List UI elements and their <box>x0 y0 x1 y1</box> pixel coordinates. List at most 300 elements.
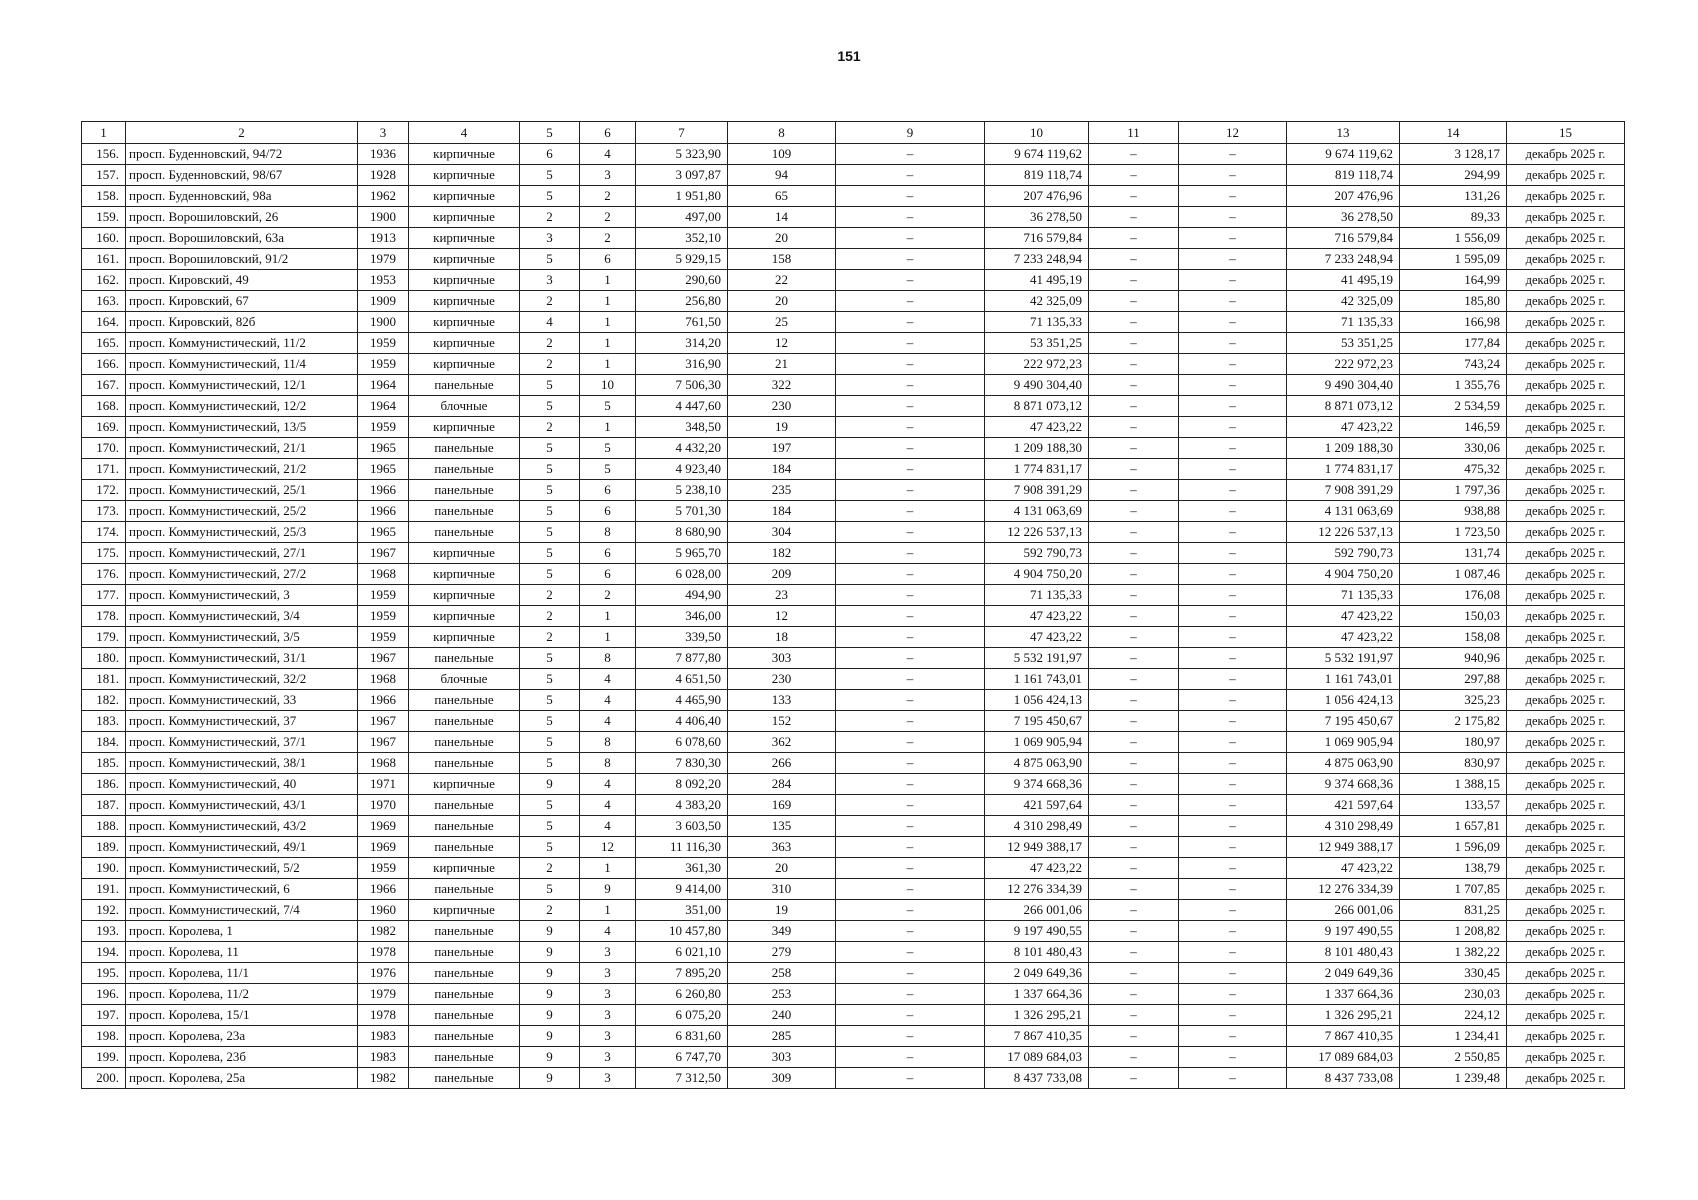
cell-year-built: 1959 <box>358 585 409 606</box>
cell-col-12: – <box>1179 795 1287 816</box>
cell-cost-per-sqm: 1 797,36 <box>1400 480 1507 501</box>
page-number: 151 <box>837 48 861 64</box>
cell-cost-per-sqm: 224,12 <box>1400 1005 1507 1026</box>
cell-col-11: – <box>1089 963 1179 984</box>
cell-wall-material: кирпичные <box>409 186 520 207</box>
cell-deadline: декабрь 2025 г. <box>1507 1068 1625 1089</box>
cell-total-cost: 207 476,96 <box>1287 186 1400 207</box>
cell-wall-material: панельные <box>409 522 520 543</box>
cell-floors: 5 <box>520 879 580 900</box>
cell-residents: 21 <box>728 354 836 375</box>
cell-cost-per-sqm: 1 707,85 <box>1400 879 1507 900</box>
cell-col-12: – <box>1179 459 1287 480</box>
cell-col-12: – <box>1179 963 1287 984</box>
table-row <box>82 858 1625 879</box>
cell-deadline: декабрь 2025 г. <box>1507 690 1625 711</box>
column-header: 6 <box>580 122 636 144</box>
cell-floors: 9 <box>520 774 580 795</box>
cell-col-11: – <box>1089 984 1179 1005</box>
cell-year-built: 1959 <box>358 333 409 354</box>
cell-address: просп. Коммунистический, 3/5 <box>126 627 358 648</box>
cell-cost-per-sqm: 330,06 <box>1400 438 1507 459</box>
cell-cost: 222 972,23 <box>985 354 1089 375</box>
table-row <box>82 375 1625 396</box>
cell-cost-per-sqm: 146,59 <box>1400 417 1507 438</box>
cell-entrances: 6 <box>580 249 636 270</box>
cell-floors: 5 <box>520 711 580 732</box>
cell-cost: 8 101 480,43 <box>985 942 1089 963</box>
cell-col-11: – <box>1089 228 1179 249</box>
cell-floors: 5 <box>520 543 580 564</box>
cell-cost: 47 423,22 <box>985 627 1089 648</box>
cell-cost: 71 135,33 <box>985 585 1089 606</box>
cell-col-9: – <box>836 396 985 417</box>
cell-cost-per-sqm: 230,03 <box>1400 984 1507 1005</box>
cell-cost-per-sqm: 2 175,82 <box>1400 711 1507 732</box>
cell-col-11: – <box>1089 690 1179 711</box>
cell-col-12: – <box>1179 837 1287 858</box>
cell-cost-per-sqm: 1 657,81 <box>1400 816 1507 837</box>
cell-wall-material: кирпичные <box>409 333 520 354</box>
cell-cost: 1 161 743,01 <box>985 669 1089 690</box>
cell-col-12: – <box>1179 333 1287 354</box>
cell-area: 7 506,30 <box>636 375 728 396</box>
cell-floors: 5 <box>520 186 580 207</box>
cell-wall-material: кирпичные <box>409 249 520 270</box>
cell-residents: 240 <box>728 1005 836 1026</box>
cell-col-11: – <box>1089 816 1179 837</box>
cell-floors: 2 <box>520 333 580 354</box>
table-row <box>82 669 1625 690</box>
cell-entrances: 3 <box>580 1068 636 1089</box>
cell-area: 6 078,60 <box>636 732 728 753</box>
cell-cost-per-sqm: 176,08 <box>1400 585 1507 606</box>
cell-col-9: – <box>836 774 985 795</box>
cell-cost-per-sqm: 1 556,09 <box>1400 228 1507 249</box>
cell-col-12: – <box>1179 711 1287 732</box>
cell-year-built: 1962 <box>358 186 409 207</box>
cell-entrances: 9 <box>580 879 636 900</box>
cell-floors: 9 <box>520 963 580 984</box>
cell-total-cost: 9 490 304,40 <box>1287 375 1400 396</box>
cell-row-number: 185. <box>82 753 126 774</box>
cell-row-number: 157. <box>82 165 126 186</box>
cell-wall-material: панельные <box>409 816 520 837</box>
cell-wall-material: панельные <box>409 837 520 858</box>
cell-address: просп. Королева, 23а <box>126 1026 358 1047</box>
cell-floors: 2 <box>520 291 580 312</box>
cell-cost-per-sqm: 325,23 <box>1400 690 1507 711</box>
cell-deadline: декабрь 2025 г. <box>1507 1026 1625 1047</box>
cell-residents: 22 <box>728 270 836 291</box>
column-header: 11 <box>1089 122 1179 144</box>
cell-entrances: 8 <box>580 522 636 543</box>
cell-area: 761,50 <box>636 312 728 333</box>
cell-year-built: 1983 <box>358 1026 409 1047</box>
cell-col-12: – <box>1179 816 1287 837</box>
cell-floors: 5 <box>520 732 580 753</box>
cell-floors: 2 <box>520 606 580 627</box>
cell-cost: 47 423,22 <box>985 417 1089 438</box>
cell-floors: 9 <box>520 921 580 942</box>
table-row <box>82 732 1625 753</box>
cell-entrances: 12 <box>580 837 636 858</box>
table-row <box>82 711 1625 732</box>
cell-address: просп. Буденновский, 98/67 <box>126 165 358 186</box>
cell-cost: 592 790,73 <box>985 543 1089 564</box>
cell-col-12: – <box>1179 564 1287 585</box>
table-row <box>82 333 1625 354</box>
cell-cost: 1 056 424,13 <box>985 690 1089 711</box>
cell-row-number: 191. <box>82 879 126 900</box>
cell-total-cost: 266 001,06 <box>1287 900 1400 921</box>
cell-col-12: – <box>1179 375 1287 396</box>
cell-cost: 2 049 649,36 <box>985 963 1089 984</box>
cell-floors: 5 <box>520 438 580 459</box>
table-row <box>82 1005 1625 1026</box>
cell-wall-material: панельные <box>409 438 520 459</box>
cell-entrances: 4 <box>580 921 636 942</box>
cell-row-number: 195. <box>82 963 126 984</box>
cell-residents: 12 <box>728 333 836 354</box>
cell-wall-material: кирпичные <box>409 312 520 333</box>
cell-area: 5 965,70 <box>636 543 728 564</box>
cell-col-11: – <box>1089 459 1179 480</box>
cell-row-number: 164. <box>82 312 126 333</box>
cell-entrances: 8 <box>580 732 636 753</box>
cell-col-11: – <box>1089 144 1179 165</box>
cell-year-built: 1965 <box>358 438 409 459</box>
cell-deadline: декабрь 2025 г. <box>1507 333 1625 354</box>
cell-row-number: 193. <box>82 921 126 942</box>
cell-deadline: декабрь 2025 г. <box>1507 837 1625 858</box>
cell-entrances: 3 <box>580 984 636 1005</box>
cell-col-9: – <box>836 375 985 396</box>
cell-cost-per-sqm: 940,96 <box>1400 648 1507 669</box>
cell-area: 351,00 <box>636 900 728 921</box>
cell-col-12: – <box>1179 753 1287 774</box>
cell-cost: 7 908 391,29 <box>985 480 1089 501</box>
cell-address: просп. Коммунистический, 38/1 <box>126 753 358 774</box>
table-row <box>82 564 1625 585</box>
cell-wall-material: кирпичные <box>409 354 520 375</box>
cell-address: просп. Королева, 11 <box>126 942 358 963</box>
cell-wall-material: панельные <box>409 480 520 501</box>
cell-col-11: – <box>1089 606 1179 627</box>
cell-entrances: 5 <box>580 459 636 480</box>
cell-residents: 23 <box>728 585 836 606</box>
cell-year-built: 1936 <box>358 144 409 165</box>
column-header: 5 <box>520 122 580 144</box>
cell-wall-material: панельные <box>409 963 520 984</box>
cell-area: 361,30 <box>636 858 728 879</box>
cell-col-9: – <box>836 291 985 312</box>
cell-address: просп. Коммунистический, 7/4 <box>126 900 358 921</box>
cell-cost-per-sqm: 177,84 <box>1400 333 1507 354</box>
cell-floors: 2 <box>520 858 580 879</box>
cell-deadline: декабрь 2025 г. <box>1507 1047 1625 1068</box>
cell-col-11: – <box>1089 774 1179 795</box>
cell-residents: 303 <box>728 1047 836 1068</box>
cell-wall-material: кирпичные <box>409 627 520 648</box>
cell-cost-per-sqm: 1 382,22 <box>1400 942 1507 963</box>
cell-col-11: – <box>1089 1005 1179 1026</box>
cell-wall-material: панельные <box>409 1026 520 1047</box>
cell-area: 314,20 <box>636 333 728 354</box>
cell-total-cost: 71 135,33 <box>1287 585 1400 606</box>
cell-cost: 12 226 537,13 <box>985 522 1089 543</box>
cell-total-cost: 47 423,22 <box>1287 858 1400 879</box>
cell-col-9: – <box>836 480 985 501</box>
cell-row-number: 182. <box>82 690 126 711</box>
column-header: 12 <box>1179 122 1287 144</box>
cell-deadline: декабрь 2025 г. <box>1507 291 1625 312</box>
cell-wall-material: кирпичные <box>409 585 520 606</box>
cell-col-11: – <box>1089 480 1179 501</box>
cell-floors: 5 <box>520 648 580 669</box>
cell-col-9: – <box>836 921 985 942</box>
cell-residents: 266 <box>728 753 836 774</box>
cell-year-built: 1968 <box>358 753 409 774</box>
cell-cost: 12 276 334,39 <box>985 879 1089 900</box>
cell-col-9: – <box>836 753 985 774</box>
cell-area: 352,10 <box>636 228 728 249</box>
cell-address: просп. Коммунистический, 33 <box>126 690 358 711</box>
cell-total-cost: 9 374 668,36 <box>1287 774 1400 795</box>
cell-col-12: – <box>1179 669 1287 690</box>
cell-col-12: – <box>1179 522 1287 543</box>
cell-cost-per-sqm: 1 239,48 <box>1400 1068 1507 1089</box>
cell-total-cost: 9 674 119,62 <box>1287 144 1400 165</box>
cell-col-9: – <box>836 627 985 648</box>
cell-cost-per-sqm: 330,45 <box>1400 963 1507 984</box>
table-row <box>82 354 1625 375</box>
cell-area: 4 432,20 <box>636 438 728 459</box>
cell-area: 10 457,80 <box>636 921 728 942</box>
cell-cost-per-sqm: 938,88 <box>1400 501 1507 522</box>
table-row <box>82 942 1625 963</box>
cell-entrances: 6 <box>580 543 636 564</box>
cell-deadline: декабрь 2025 г. <box>1507 732 1625 753</box>
cell-col-12: – <box>1179 606 1287 627</box>
cell-col-9: – <box>836 564 985 585</box>
cell-wall-material: кирпичные <box>409 144 520 165</box>
cell-address: просп. Коммунистический, 27/1 <box>126 543 358 564</box>
cell-year-built: 1965 <box>358 522 409 543</box>
cell-total-cost: 53 351,25 <box>1287 333 1400 354</box>
cell-col-12: – <box>1179 312 1287 333</box>
cell-deadline: декабрь 2025 г. <box>1507 186 1625 207</box>
cell-year-built: 1913 <box>358 228 409 249</box>
cell-cost: 4 875 063,90 <box>985 753 1089 774</box>
table-row <box>82 396 1625 417</box>
cell-residents: 20 <box>728 291 836 312</box>
cell-col-9: – <box>836 438 985 459</box>
cell-entrances: 8 <box>580 753 636 774</box>
cell-entrances: 2 <box>580 228 636 249</box>
cell-total-cost: 36 278,50 <box>1287 207 1400 228</box>
column-header: 4 <box>409 122 520 144</box>
cell-deadline: декабрь 2025 г. <box>1507 564 1625 585</box>
cell-area: 339,50 <box>636 627 728 648</box>
cell-year-built: 1900 <box>358 207 409 228</box>
cell-row-number: 200. <box>82 1068 126 1089</box>
cell-entrances: 1 <box>580 606 636 627</box>
cell-address: просп. Коммунистический, 25/1 <box>126 480 358 501</box>
cell-col-9: – <box>836 984 985 1005</box>
cell-col-11: – <box>1089 585 1179 606</box>
cell-year-built: 1979 <box>358 984 409 1005</box>
cell-residents: 304 <box>728 522 836 543</box>
cell-wall-material: панельные <box>409 1005 520 1026</box>
cell-total-cost: 1 326 295,21 <box>1287 1005 1400 1026</box>
cell-wall-material: кирпичные <box>409 564 520 585</box>
cell-cost-per-sqm: 164,99 <box>1400 270 1507 291</box>
cell-total-cost: 1 209 188,30 <box>1287 438 1400 459</box>
cell-cost-per-sqm: 1 355,76 <box>1400 375 1507 396</box>
cell-row-number: 173. <box>82 501 126 522</box>
cell-cost: 207 476,96 <box>985 186 1089 207</box>
cell-floors: 5 <box>520 564 580 585</box>
table-row <box>82 165 1625 186</box>
cell-cost-per-sqm: 158,08 <box>1400 627 1507 648</box>
cell-residents: 133 <box>728 690 836 711</box>
table-row <box>82 543 1625 564</box>
cell-row-number: 188. <box>82 816 126 837</box>
cell-cost-per-sqm: 1 388,15 <box>1400 774 1507 795</box>
cell-col-9: – <box>836 165 985 186</box>
cell-floors: 3 <box>520 228 580 249</box>
cell-area: 6 260,80 <box>636 984 728 1005</box>
cell-entrances: 3 <box>580 942 636 963</box>
cell-row-number: 170. <box>82 438 126 459</box>
cell-total-cost: 17 089 684,03 <box>1287 1047 1400 1068</box>
cell-row-number: 197. <box>82 1005 126 1026</box>
cell-col-11: – <box>1089 207 1179 228</box>
cell-col-9: – <box>836 207 985 228</box>
cell-residents: 309 <box>728 1068 836 1089</box>
cell-col-9: – <box>836 669 985 690</box>
cell-address: просп. Коммунистический, 43/2 <box>126 816 358 837</box>
cell-col-9: – <box>836 1047 985 1068</box>
table-row <box>82 1026 1625 1047</box>
cell-address: просп. Коммунистический, 43/1 <box>126 795 358 816</box>
cell-area: 4 923,40 <box>636 459 728 480</box>
cell-entrances: 5 <box>580 396 636 417</box>
cell-row-number: 194. <box>82 942 126 963</box>
cell-entrances: 4 <box>580 774 636 795</box>
cell-cost: 53 351,25 <box>985 333 1089 354</box>
table-row <box>82 879 1625 900</box>
cell-cost-per-sqm: 89,33 <box>1400 207 1507 228</box>
cell-entrances: 1 <box>580 333 636 354</box>
cell-cost: 7 233 248,94 <box>985 249 1089 270</box>
cell-area: 4 383,20 <box>636 795 728 816</box>
cell-deadline: декабрь 2025 г. <box>1507 627 1625 648</box>
cell-area: 9 414,00 <box>636 879 728 900</box>
cell-deadline: декабрь 2025 г. <box>1507 984 1625 1005</box>
cell-residents: 197 <box>728 438 836 459</box>
table-row <box>82 1047 1625 1068</box>
cell-entrances: 8 <box>580 648 636 669</box>
cell-col-11: – <box>1089 900 1179 921</box>
cell-col-11: – <box>1089 732 1179 753</box>
cell-total-cost: 1 056 424,13 <box>1287 690 1400 711</box>
cell-total-cost: 1 161 743,01 <box>1287 669 1400 690</box>
cell-wall-material: кирпичные <box>409 228 520 249</box>
cell-col-11: – <box>1089 942 1179 963</box>
cell-wall-material: панельные <box>409 984 520 1005</box>
cell-residents: 20 <box>728 858 836 879</box>
cell-col-12: – <box>1179 228 1287 249</box>
cell-year-built: 1983 <box>358 1047 409 1068</box>
cell-address: просп. Буденновский, 94/72 <box>126 144 358 165</box>
cell-cost: 716 579,84 <box>985 228 1089 249</box>
cell-cost: 9 197 490,55 <box>985 921 1089 942</box>
cell-year-built: 1959 <box>358 606 409 627</box>
cell-address: просп. Королева, 23б <box>126 1047 358 1068</box>
cell-total-cost: 4 131 063,69 <box>1287 501 1400 522</box>
cell-col-12: – <box>1179 879 1287 900</box>
cell-area: 7 877,80 <box>636 648 728 669</box>
cell-floors: 2 <box>520 585 580 606</box>
cell-deadline: декабрь 2025 г. <box>1507 270 1625 291</box>
cell-entrances: 4 <box>580 816 636 837</box>
cell-cost-per-sqm: 1 234,41 <box>1400 1026 1507 1047</box>
cell-deadline: декабрь 2025 г. <box>1507 942 1625 963</box>
cell-col-11: – <box>1089 564 1179 585</box>
cell-row-number: 192. <box>82 900 126 921</box>
cell-deadline: декабрь 2025 г. <box>1507 543 1625 564</box>
cell-col-11: – <box>1089 627 1179 648</box>
cell-floors: 5 <box>520 480 580 501</box>
cell-col-12: – <box>1179 291 1287 312</box>
cell-area: 6 021,10 <box>636 942 728 963</box>
cell-floors: 5 <box>520 753 580 774</box>
cell-floors: 5 <box>520 165 580 186</box>
cell-year-built: 1964 <box>358 396 409 417</box>
cell-floors: 5 <box>520 522 580 543</box>
cell-row-number: 177. <box>82 585 126 606</box>
column-header: 9 <box>836 122 985 144</box>
cell-cost: 41 495,19 <box>985 270 1089 291</box>
cell-area: 5 323,90 <box>636 144 728 165</box>
cell-deadline: декабрь 2025 г. <box>1507 438 1625 459</box>
cell-year-built: 1967 <box>358 711 409 732</box>
cell-floors: 9 <box>520 984 580 1005</box>
cell-row-number: 161. <box>82 249 126 270</box>
cell-address: просп. Королева, 1 <box>126 921 358 942</box>
cell-residents: 209 <box>728 564 836 585</box>
cell-area: 5 701,30 <box>636 501 728 522</box>
cell-row-number: 180. <box>82 648 126 669</box>
cell-col-11: – <box>1089 921 1179 942</box>
cell-wall-material: панельные <box>409 942 520 963</box>
cell-cost-per-sqm: 166,98 <box>1400 312 1507 333</box>
cell-deadline: декабрь 2025 г. <box>1507 669 1625 690</box>
cell-row-number: 167. <box>82 375 126 396</box>
cell-area: 1 951,80 <box>636 186 728 207</box>
cell-residents: 109 <box>728 144 836 165</box>
cell-col-12: – <box>1179 1005 1287 1026</box>
cell-row-number: 160. <box>82 228 126 249</box>
cell-col-9: – <box>836 543 985 564</box>
cell-col-11: – <box>1089 396 1179 417</box>
cell-row-number: 163. <box>82 291 126 312</box>
cell-col-12: – <box>1179 480 1287 501</box>
cell-year-built: 1969 <box>358 837 409 858</box>
cell-area: 3 603,50 <box>636 816 728 837</box>
